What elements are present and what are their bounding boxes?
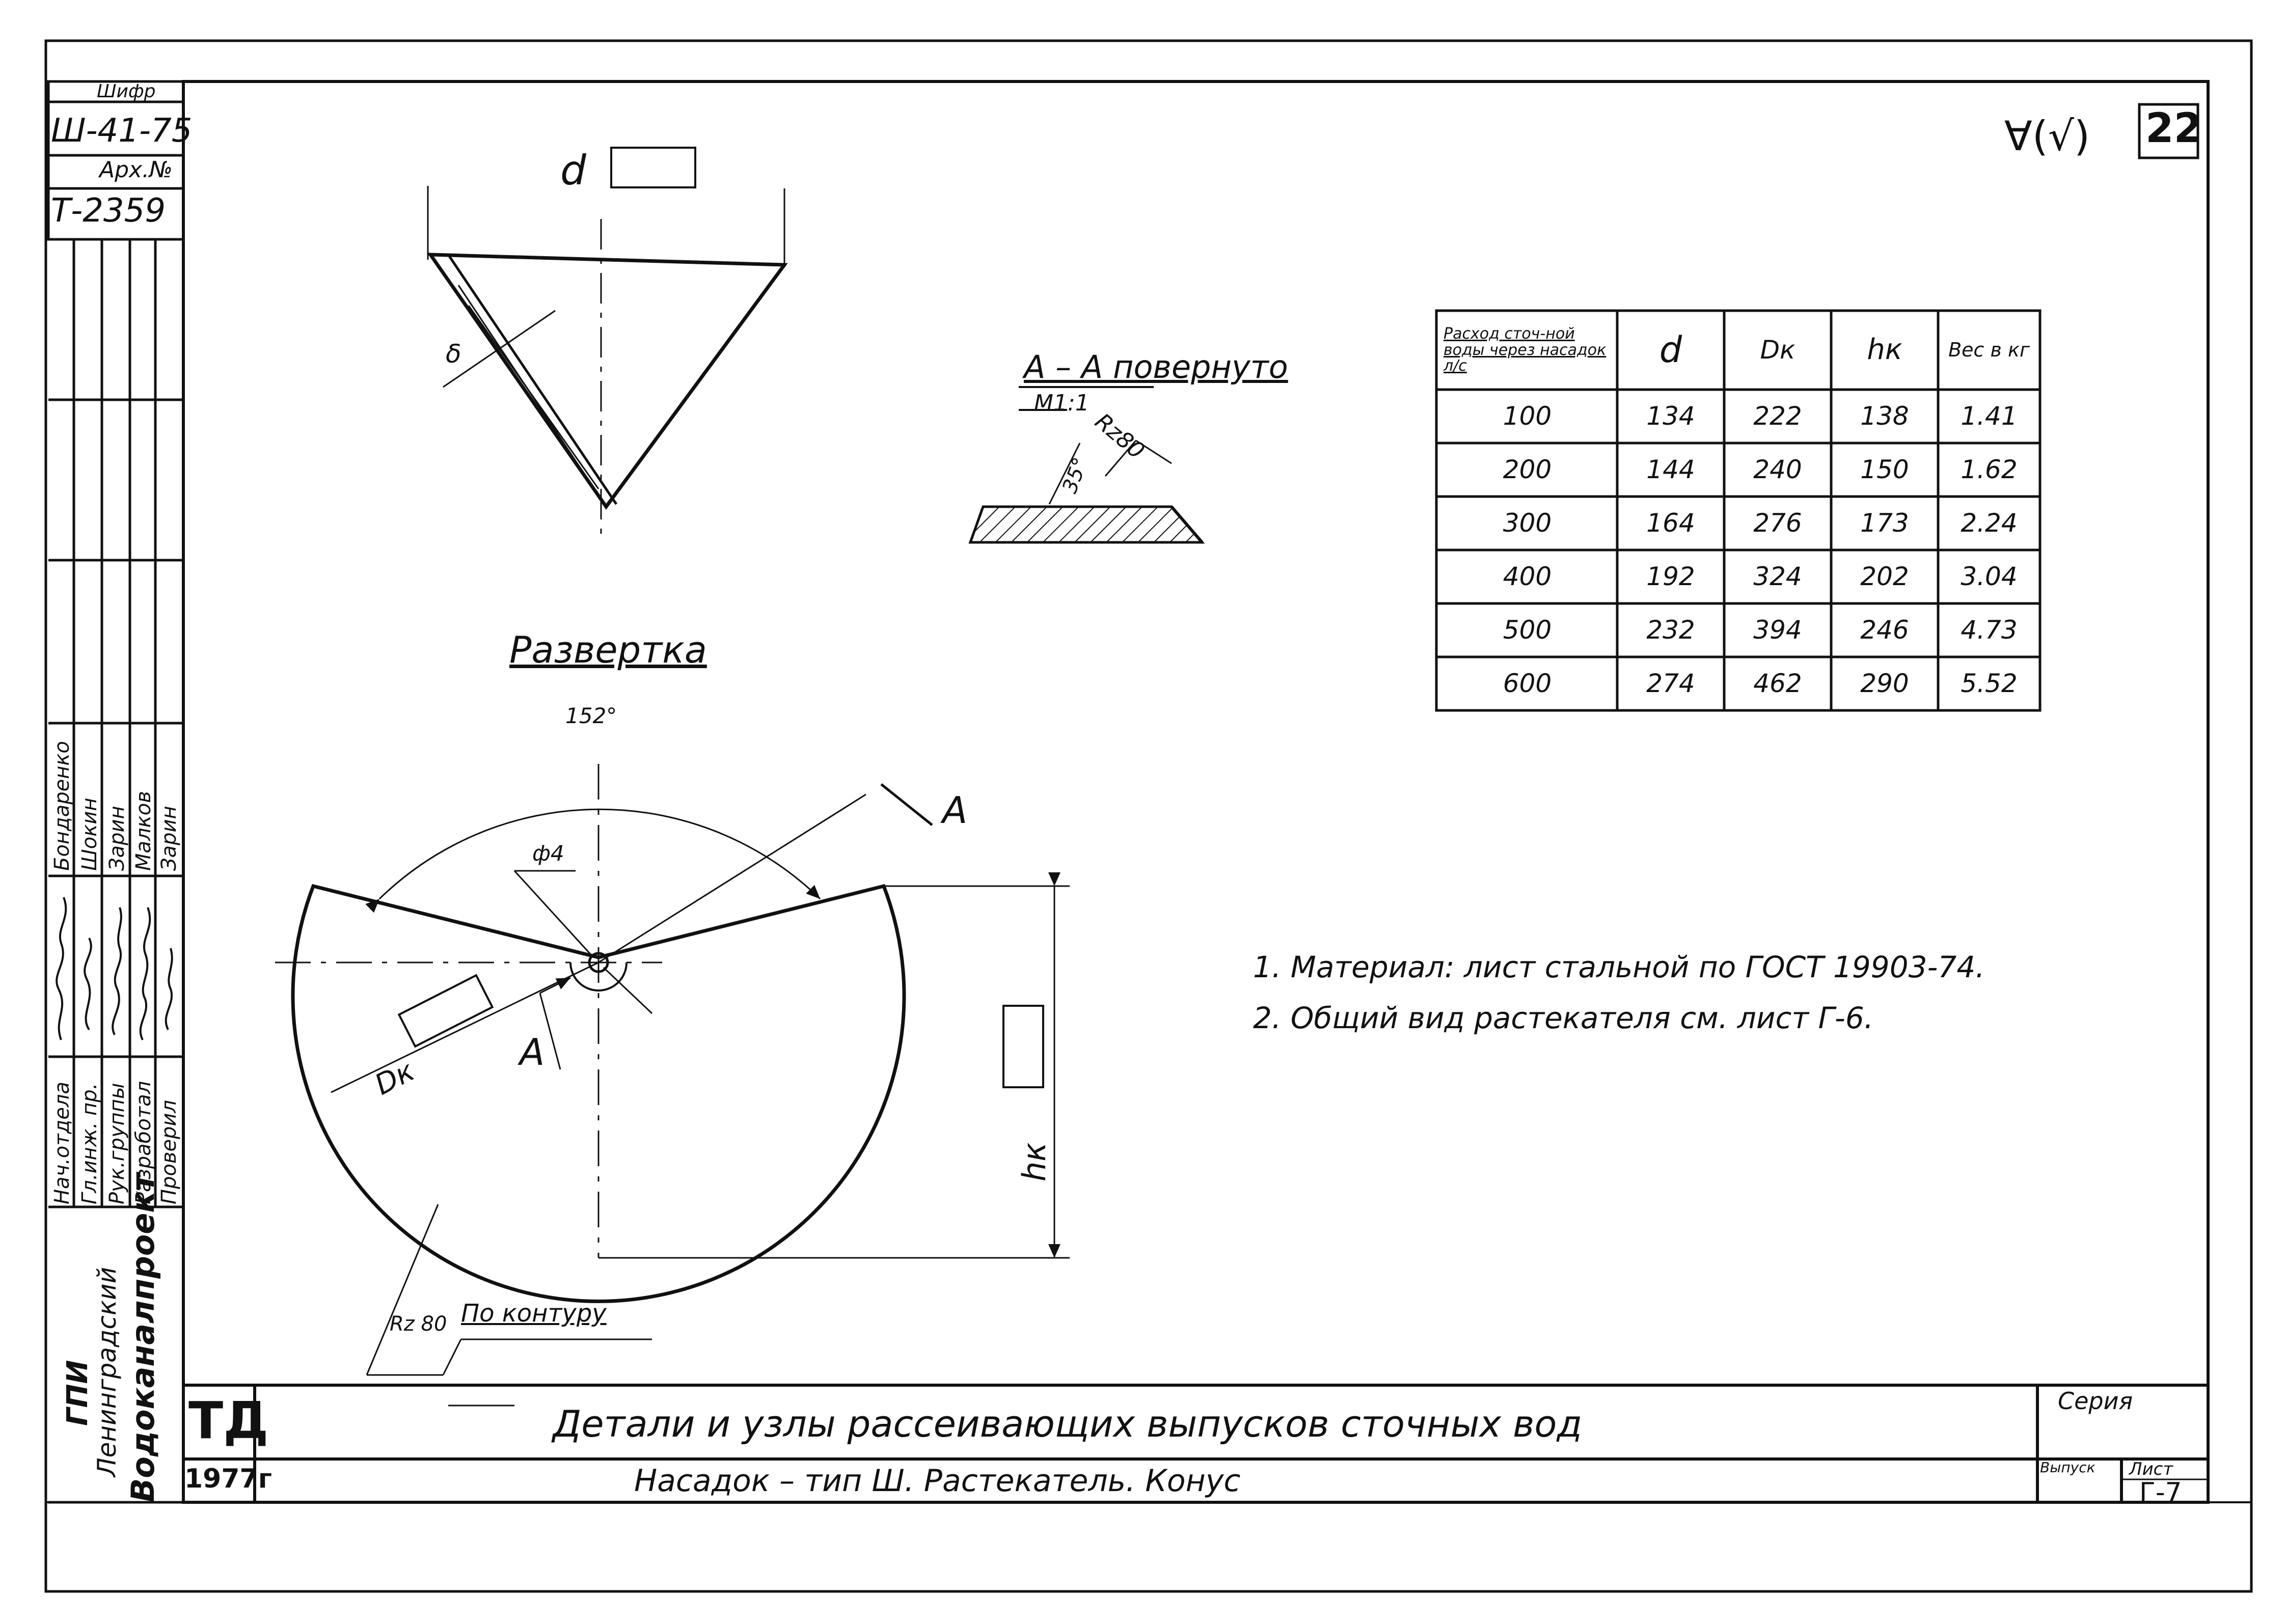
table-cell: 2.24 [1961, 508, 2018, 538]
height-label: hк [1016, 1142, 1053, 1181]
sheet-number: 22 [2145, 104, 2202, 152]
table-header: Расход сточ-ной воды через насадок л/с [1444, 325, 1607, 375]
table-cell: 192 [1646, 562, 1695, 592]
table-cell: 500 [1503, 615, 1552, 645]
table-cell: 400 [1503, 562, 1552, 592]
table-cell: 138 [1860, 401, 1909, 431]
signature-role: Гл.инж. пр. [78, 1083, 101, 1204]
table-cell: 164 [1646, 508, 1695, 538]
table-cell: 324 [1753, 562, 1802, 592]
signature-role: Нач.отдела [50, 1081, 74, 1204]
table-cell: 3.04 [1961, 562, 2018, 592]
hole-diameter: ф4 [532, 841, 564, 866]
section-angle: 35° [1058, 454, 1093, 497]
section-scale: М1:1 [1034, 390, 1090, 416]
title-code: ТД [188, 1391, 269, 1450]
signature-role: Рук.группы [105, 1083, 129, 1204]
table-cell: 394 [1753, 615, 1802, 645]
section-mark-bottom: А [520, 1031, 545, 1074]
issue-label: Выпуск [2040, 1459, 2096, 1476]
contour-note: По контуру [461, 1299, 607, 1328]
section-title: А – А повернуто [1024, 348, 1288, 386]
cipher-value: Ш-41-75 [51, 112, 193, 150]
table-cell: 462 [1753, 669, 1802, 699]
table-header: Dк [1760, 335, 1795, 365]
drawing-frame [183, 81, 2208, 1502]
table-cell: 240 [1753, 455, 1802, 485]
title-year: 1977г [184, 1464, 272, 1494]
table-header: hк [1867, 333, 1902, 367]
signature-role: Разработал [132, 1081, 155, 1204]
note-2: 2. Общий вид растекателя см. лист Г-6. [1253, 1001, 1874, 1035]
table-cell: 134 [1646, 401, 1695, 431]
contour-roughness: Rz 80 [390, 1312, 447, 1336]
section-mark-top: А [942, 789, 968, 832]
table-cell: 144 [1646, 455, 1695, 485]
table-cell: 100 [1503, 401, 1552, 431]
table-cell: 600 [1503, 669, 1552, 699]
signature-name: Бондаренко [50, 740, 74, 871]
archive-label: Арх.№ [99, 157, 173, 183]
radius-label: Dк [369, 1054, 420, 1102]
signature-role: Проверил [157, 1099, 181, 1204]
development-angle: 152° [565, 703, 617, 728]
table-cell: 173 [1860, 508, 1909, 538]
title-main: Детали и узлы рассеивающих выпусков сточных вод [553, 1402, 1583, 1445]
signature-name: Малков [132, 791, 155, 871]
cipher-label: Шифр [97, 81, 156, 102]
signature-name: Шокин [78, 797, 101, 871]
development-title: Развертка [509, 628, 707, 671]
table-cell: 274 [1646, 669, 1695, 699]
org-line1: ГПИ [61, 1360, 94, 1426]
table-cell: 5.52 [1961, 669, 2018, 699]
table-cell: 1.62 [1961, 455, 2018, 485]
title-sub: Насадок – тип Ш. Растекатель. Конус [634, 1463, 1241, 1499]
section-roughness: Rz80 [1090, 408, 1150, 464]
org-line3: Водоканалпроект [124, 1173, 161, 1502]
table-cell: 150 [1860, 455, 1909, 485]
table-cell: 202 [1860, 562, 1909, 592]
roughness-symbol: ∀(√) [2004, 113, 2090, 160]
handwritten-signatures [48, 877, 183, 1055]
note-1: 1. Материал: лист стальной по ГОСТ 19903-74. [1253, 950, 1985, 984]
table-cell: 300 [1503, 508, 1552, 538]
sheet-label: Лист [2129, 1459, 2173, 1479]
signature-name: Зарин [157, 806, 181, 871]
table-cell: 232 [1646, 615, 1695, 645]
table-cell: 276 [1753, 508, 1802, 538]
org-line2: Ленинградский [92, 1267, 122, 1477]
table-cell: 246 [1860, 615, 1909, 645]
table-cell: 290 [1860, 669, 1909, 699]
table-cell: 200 [1503, 455, 1552, 485]
table-cell: 1.41 [1961, 401, 2018, 431]
cone-dim-thickness: δ [446, 339, 461, 369]
signature-name: Зарин [105, 806, 129, 871]
table-cell: 222 [1753, 401, 1802, 431]
table-header: Вес в кг [1948, 338, 2030, 361]
sheet-value: Г-7 [2139, 1477, 2182, 1508]
cone-dim-d: d [560, 147, 586, 194]
outer-border [46, 41, 2251, 1591]
archive-value: Т-2359 [51, 192, 166, 230]
cone-view [428, 148, 784, 540]
series-label: Серия [2058, 1387, 2133, 1415]
table-cell: 4.73 [1961, 615, 2018, 645]
table-header: d [1659, 328, 1682, 371]
